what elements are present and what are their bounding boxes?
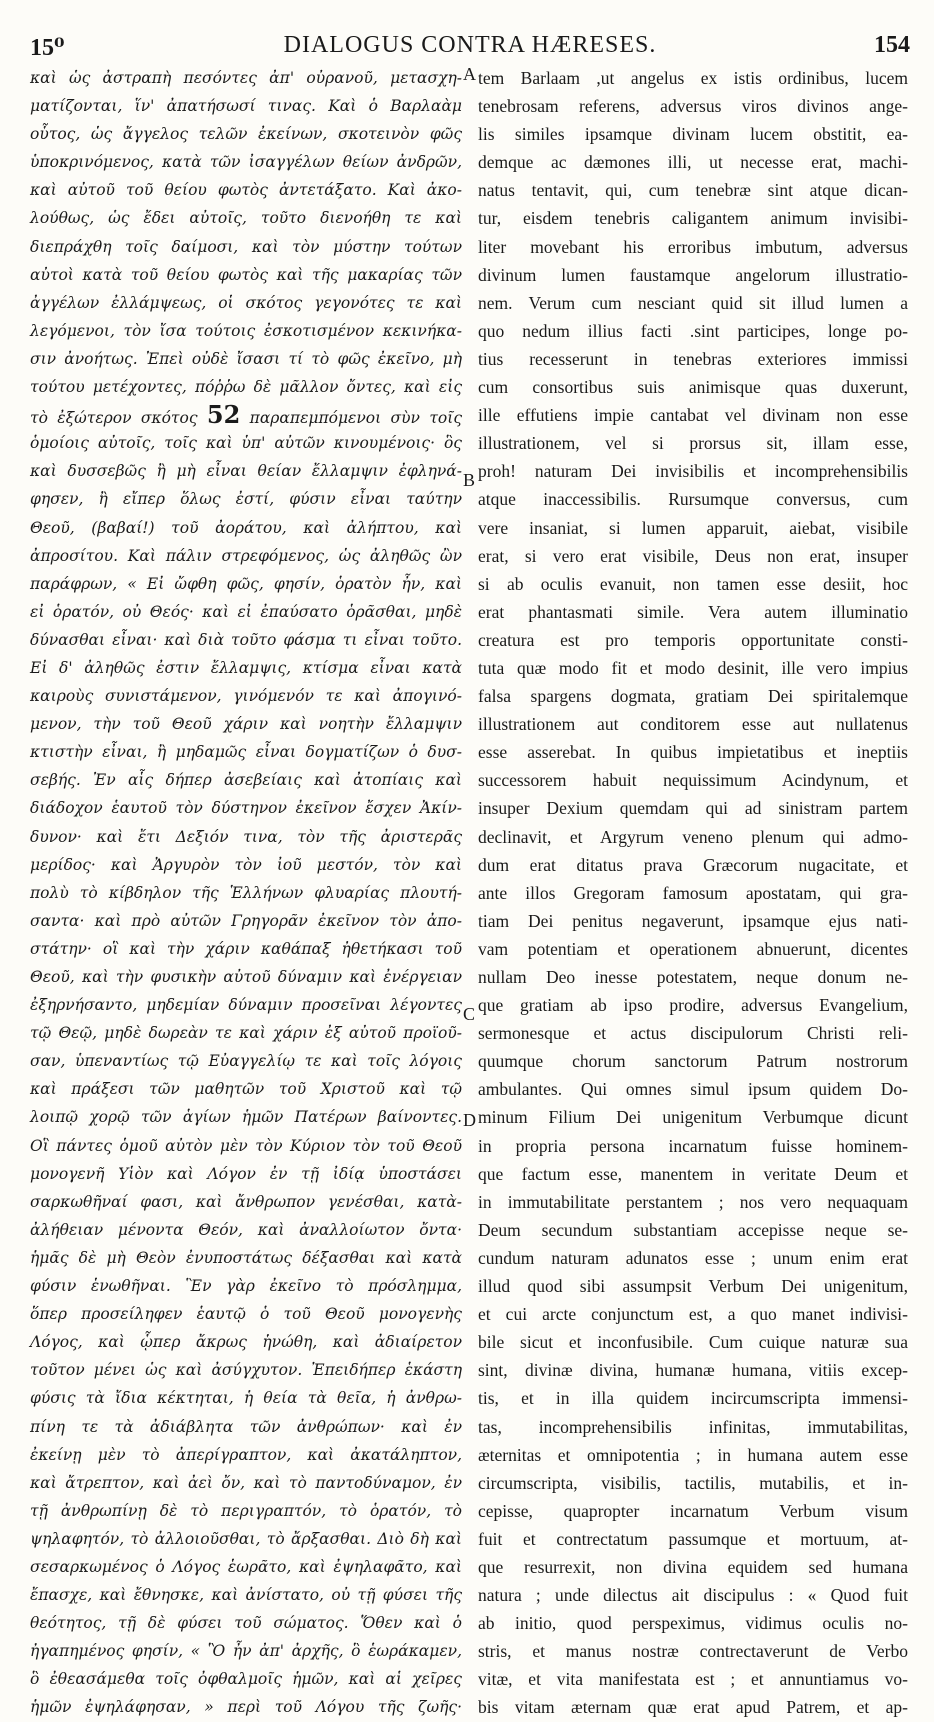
latin-line: minum Filium Dei unigenitum Verbumque dicunt xyxy=(478,1107,908,1128)
latin-line: ab initio, quod perspeximus, vidimus oculis no- xyxy=(478,1613,908,1634)
greek-line: Εἰ δ' ἀληθῶς ἐστιν ἔλλαμψις, κτίσμα εἶναι κατὰ xyxy=(30,658,462,677)
latin-line: erat phantasmati simile. Vera autem illuminatio xyxy=(478,601,908,622)
greek-line: τῷ Θεῷ, μηδὲ δωρεὰν τε καὶ χάριν ἐξ αὐτοῦ προϊοῦ- xyxy=(30,1024,462,1043)
greek-line: φύσιν ἑνωθῆναι. Ἓν γὰρ ἐκεῖνο τὸ πρόσλημμα, xyxy=(30,1277,462,1296)
greek-column xyxy=(30,64,462,1717)
page-number-right: 154 xyxy=(874,32,910,58)
latin-line: lis similes ipsamque divinam lucem obstitit, ea- xyxy=(478,124,908,145)
greek-line: φησεν, ἢ εἴπερ ὅλως ἐστί, φύσιν εἶναι ταύτην xyxy=(30,490,462,509)
latin-line: creatura est pro temporis opportunitate consti- xyxy=(478,629,908,650)
greek-line: Λόγος, καὶ ᾧπερ ἄκρως ἡνώθη, καὶ ἀδιαίρετον xyxy=(30,1333,462,1352)
greek-line: τῇ ἀνθρωπίνῃ δὲ τὸ περιγραπτόν, τὸ ὁρατόν, τὸ xyxy=(30,1501,462,1520)
greek-line: Θεοῦ, καὶ τὴν φυσικὴν αὐτοῦ δύναμιν καὶ ἐνέργειαν xyxy=(30,968,462,986)
section-marker-a: A xyxy=(463,64,476,84)
greek-line: σαρκωθῆναί φασι, καὶ ἄνθρωπον γενέσθαι, κατὰ- xyxy=(30,1192,462,1211)
latin-line: dum erat ditatus prava Græcorum nugacitate, et xyxy=(478,854,908,875)
greek-line: ματίζονται, ἵν' ἀπατήσωσί τινας. Καὶ ὁ Βαρλαὰμ xyxy=(30,97,462,116)
greek-line: δυνον· καὶ ἔτι Δεξιόν τινα, τὸν τῆς ἀριστερᾶς xyxy=(30,827,462,846)
greek-line: αὐτοὶ κατὰ τοῦ θείου φωτὸς καὶ τῆς μακαρίας τῶν xyxy=(30,265,462,284)
latin-line: atque inaccessibilis. Rursumque conversus, cum xyxy=(478,489,908,510)
greek-line: οὗτος, ὡς ἄγγελος τελῶν ἐκείνων, σκοτεινὸν φῶς xyxy=(30,125,462,144)
latin-line: successorem habuit nequissimum Acindynum, et xyxy=(478,770,908,791)
latin-line: illustrationem, vel si prorsus sit, illam esse, xyxy=(478,433,908,454)
latin-line: æternitas et omnipotentia ; in humana autem esse xyxy=(478,1444,908,1465)
greek-line: λεγόμενοι, τὸν ἴσα τούτοις ἐσκοτισμένον κεκινήκα- xyxy=(30,321,462,340)
latin-line: ille effutiens impie cantabat vel divinam non esse xyxy=(478,405,908,426)
greek-line: ὃ ἐθεασάμεθα τοῖς ὀφθαλμοῖς ἡμῶν, καὶ αἱ χεῖρες xyxy=(30,1670,462,1689)
latin-line: tem Barlaam ,ut angelus ex istis ordinibus, lucem xyxy=(478,68,908,88)
greek-line: μενον, τὴν τοῦ Θεοῦ χάριν καὶ νοητὴν ἔλλαμψιν xyxy=(30,715,462,734)
latin-line: tenebrosam referens, adversus viros divinos ange- xyxy=(478,96,908,117)
latin-line: que gratiam ab ipso prodire, adversus Evangelium, xyxy=(478,995,908,1016)
greek-line: καὶ αὐτοῦ τοῦ θείου φωτὸς ἀντετάξατο. Καὶ ἀκο- xyxy=(30,181,462,200)
latin-line: que resurrexit, non divina equidem sed humana xyxy=(478,1556,908,1577)
greek-line: καὶ ὡς ἀστραπὴ πεσόντες ἀπ' οὐρανοῦ, μετασχη- xyxy=(30,69,462,87)
greek-line: τούτου μετέχοντες, πόῤῥω δὲ μᾶλλον ὄντες, καὶ εἰς xyxy=(30,378,462,397)
latin-line: tiam Dei penitus negaverunt, ipsamque ejus nati- xyxy=(478,910,908,931)
greek-line: σαν, ὑπεναντίως τῷ Εὐαγγελίῳ τε καὶ τοῖς λόγοις xyxy=(30,1052,462,1071)
greek-line: λούθως, ὡς ἔδει αὐτοῖς, τοῦτο διενοήθη τε καὶ xyxy=(30,209,462,228)
greek-line: διεπράχθη τοῖς δαίμοσι, καὶ τὸν μύστην τούτων xyxy=(30,237,462,256)
latin-line: falsa spargens dogmata, gratiam Dei spiritalemque xyxy=(478,686,908,707)
section-marker-b: B xyxy=(463,470,476,490)
latin-line: circumscripta, visibilis, tactilis, mutabilis, et in- xyxy=(478,1472,908,1493)
latin-line: que factum esse, manentem in veritate Deum et xyxy=(478,1163,908,1184)
greek-line: ἐξηρνήσαντο, μηδεμίαν δύναμιν προσεῖναι λέγοντες xyxy=(30,996,462,1015)
latin-line: sint, divinæ divina, humanæ humana, vitiis excep- xyxy=(478,1360,908,1381)
greek-line: καὶ δυσσεβῶς ἢ μὴ εἶναι θείαν ἔλλαμψιν ἐφληνά- xyxy=(30,462,462,481)
greek-line: πίνη τε τὰ ἀδιάβλητα τῶν ἀνθρώπων· καὶ ἐν xyxy=(30,1417,462,1436)
latin-line: proh! naturam Dei invisibilis et incomprehensibilis xyxy=(478,461,908,482)
greek-line: ἡμῶν ἐψηλάφησαν, » περὶ τοῦ Λόγου τῆς ζωῆς· xyxy=(30,1698,462,1717)
latin-line: quumque chorum sanctorum Patrum nostrorum xyxy=(478,1051,908,1072)
greek-line: θεότητος, τῇ δὲ φύσει τοῦ σώματος. Ὅθεν καὶ ὁ xyxy=(30,1614,462,1633)
latin-line: tuta quæ modo fit et modo desinit, ille vero impius xyxy=(478,657,908,678)
page-number-left: 15⁰ xyxy=(30,35,65,61)
greek-line: σεσαρκωμένος ὁ Λόγος ἑωρᾶτο, καὶ ἐψηλαφᾶτο, καὶ xyxy=(30,1557,462,1576)
greek-line: ψηλαφητόν, τὸ ἀλλοιοῦσθαι, τὸ ἄρξασθαι. Διὸ δὴ καὶ xyxy=(30,1529,462,1548)
section-marker-d: D xyxy=(463,1110,476,1130)
greek-line: ἡμᾶς δὲ μὴ Θεὸν ἐνυποστάτως δέξασθαι καὶ κατὰ xyxy=(30,1248,462,1267)
greek-line: δύνασθαι εἶναι· καὶ διὰ τοῦτο φάσμα τι εἶναι τοῦτο. xyxy=(30,630,462,649)
greek-line: καιροὺς συνιστάμενον, γινόμενόν τε καὶ ἀπογινό- xyxy=(30,687,462,706)
latin-line: fuit et contrectatum passumque et mortuum, at- xyxy=(478,1528,908,1549)
greek-line: λοιπῷ χορῷ τῶν ἁγίων ἡμῶν Πατέρων βαίνοντες. xyxy=(30,1108,462,1127)
latin-line: vitæ, et vita manifestata est ; et annuntiamus vo- xyxy=(478,1669,908,1690)
section-marker-c: C xyxy=(463,1004,476,1024)
latin-line: vam potentiam et operationem abnuerunt, dicentes xyxy=(478,938,908,959)
greek-line: σιν ἀνοήτως. Ἐπεὶ οὐδὲ ἴσασι τί τὸ φῶς ἐκεῖνο, μὴ xyxy=(30,349,462,368)
greek-line: παράφρων, « Εἰ ὤφθη φῶς, φησίν, ὁρατὸν ἦν, καὶ xyxy=(30,574,462,593)
latin-line: et cui arcte conjunctum est, a quo manet indivisi- xyxy=(478,1304,908,1325)
greek-line: φύσις τὰ ἴδια κέκτηται, ἡ θεία τὰ θεῖα, ἡ ἀνθρω- xyxy=(30,1389,462,1408)
greek-line: ὁμοίοις αὐτοῖς, τοῖς καὶ ὑπ' αὐτῶν κινουμένοις· ὃς xyxy=(30,434,462,453)
page-header xyxy=(30,32,910,68)
greek-line xyxy=(30,401,462,429)
greek-line: ὅπερ προσείληφεν ἑαυτῷ ὁ τοῦ Θεοῦ μονογενὴς xyxy=(30,1305,462,1324)
greek-line: στάτην· οἳ καὶ τὴν χάριν καθάπαξ ἠθετήκασι τοῦ xyxy=(30,939,462,958)
greek-line: ὑποκρινόμενος, κατὰ τῶν ἰσαγγέλων θείων ἀνδρῶν, xyxy=(30,153,462,172)
greek-line: ἀγγέλων ἐλλάμψεως, οἱ σκότος γεγονότες τε καὶ xyxy=(30,293,462,312)
greek-line: ἔπασχε, καὶ ἔθνησκε, καὶ ἀνίστατο, οὐ τῇ φύσει τῆς xyxy=(30,1586,462,1605)
greek-line: ἐκείνῃ μὲν τὸ ἀπερίγραπτον, καὶ ἀκατάληπτον, xyxy=(30,1445,462,1464)
latin-line: tur, eisdem tenebris caligantem animum invisibi- xyxy=(478,208,908,229)
latin-line: in propria persona incarnatum fuisse hominem- xyxy=(478,1135,908,1156)
greek-line: ἠγαπημένος φησίν, « Ὃ ἦν ἀπ' ἀρχῆς, ὃ ἑωράκαμεν, xyxy=(30,1642,462,1661)
latin-line: demque ac dæmones illi, ut necesse erat, machi- xyxy=(478,152,908,173)
latin-line: bis vitam æternam quæ erat apud Patrem, et ap- xyxy=(478,1697,908,1718)
greek-line: πολὺ τὸ κίβδηλον τῆς Ἑλλήνων φλυαρίας πλουτή- xyxy=(30,883,462,902)
greek-line: μονογενῆ Υἱὸν καὶ Λόγον ἐν τῇ ἰδίᾳ ὑποστάσει xyxy=(30,1164,462,1183)
latin-line: esse asserebat. In quibus impietatibus et ineptiis xyxy=(478,742,908,763)
greek-line: μερίδος· καὶ Ἀργυρὸν τὸν ἰοῦ μεστόν, τὸν καὶ xyxy=(30,855,462,874)
latin-line: cepisse, quapropter incarnatum Verbum visum xyxy=(478,1500,908,1521)
latin-line: ante illos Gregoram famosum apostatam, qui gra- xyxy=(478,882,908,903)
latin-line: ambulantes. Qui omnes simul ipsum quidem Do- xyxy=(478,1079,908,1100)
latin-line: cum consortibus suis animisque quas duxerunt, xyxy=(478,377,908,398)
latin-column xyxy=(478,64,908,1718)
latin-line: si ab oculis evanuit, non tamen esse desiit, hoc xyxy=(478,573,908,594)
latin-line: liter movebant his erroribus imbutum, adversus xyxy=(478,236,908,257)
greek-line: καὶ ἄτρεπτον, καὶ ἀεὶ ὄν, καὶ τὸ παντοδύναμον, ἐν xyxy=(30,1473,462,1492)
greek-line-text: τὸ ἐξώτερον σκότος xyxy=(30,409,198,428)
greek-line: διάδοχον ἑαυτοῦ τὸν δύστηνον ἐκεῖνον ἔσχεν Ἀκίν- xyxy=(30,799,462,818)
latin-line: illustrationem aut conditorem esse aut nullatenus xyxy=(478,714,908,735)
running-title: DIALOGUS CONTRA HÆRESES. xyxy=(283,32,657,58)
latin-line: tis, et in illa quidem incircumscripta immensi- xyxy=(478,1388,908,1409)
greek-line-continuation: παραπεμπόμενοι σὺν τοῖς xyxy=(249,409,462,428)
greek-line: Θεοῦ, (βαβαί!) τοῦ ἀοράτου, καὶ ἀλήπτου, καὶ xyxy=(30,518,462,537)
latin-line: bile sicut et inconfusibile. Cum cuique naturæ sua xyxy=(478,1332,908,1353)
latin-line: insuper Dexium quemdam qui ad sinistram partem xyxy=(478,798,908,819)
column-number: 52 xyxy=(206,400,241,430)
greek-line: σεβής. Ἐν αἷς δήπερ ἀσεβείαις καὶ ἀτοπίαις καὶ xyxy=(30,771,462,790)
greek-line: Οἳ πάντες ὁμοῦ αὐτὸν μὲν τὸν Κύριον τὸν τοῦ Θεοῦ xyxy=(30,1136,462,1155)
greek-line: ἀπροσίτου. Καὶ πάλιν στρεφόμενος, ὡς ἀληθῶς ὢν xyxy=(30,546,462,565)
greek-line: ἀλήθειαν μένοντα Θεόν, καὶ ἀναλλοίωτον ὄντα· xyxy=(30,1220,462,1239)
latin-line: natus tentavit, qui, cum tenebræ sint atque dican- xyxy=(478,180,908,201)
latin-line: nullam Deo inesse potestatem, neque donum ne- xyxy=(478,967,908,987)
greek-line: σαντα· καὶ πρὸ αὐτῶν Γρηγορᾶν ἐκεῖνον τὸν ἀπο- xyxy=(30,911,462,930)
greek-line: κτιστὴν εἶναι, ἢ μηδαμῶς εἶναι δογματίζων ὁ δυσ- xyxy=(30,743,462,762)
latin-line: nem. Verum cum nesciant quid sit illud lumen a xyxy=(478,292,908,313)
greek-line: εἰ ὁρατόν, οὐ Θεός· καὶ εἰ ἐπαύσατο ὁρᾶσθαι, μηδὲ xyxy=(30,602,462,621)
latin-line: illud quod sibi assumpsit Verbum Dei unigenitum, xyxy=(478,1276,908,1297)
latin-line: natura ; unde dilectus ait discipulus : « Quod fuit xyxy=(478,1585,908,1606)
latin-line: in immutabilitate perstantem ; nos vero nequaquam xyxy=(478,1191,908,1212)
latin-line: tas, incomprehensibilis infinitas, immutabilitas, xyxy=(478,1416,908,1437)
latin-line: quo nedum illius facti .sint participes, longe po- xyxy=(478,320,908,341)
greek-line: τοῦτον μένει ὡς καὶ ἀσύγχυτον. Ἐπειδήπερ ἑκάστη xyxy=(30,1361,462,1380)
latin-line: Deum secundum substantiam accepisse neque se- xyxy=(478,1219,908,1240)
latin-line: erat, si vero erat visibile, Deus non erat, insuper xyxy=(478,545,908,566)
latin-line: sermonesque et actus discipulorum Christi reli- xyxy=(478,1023,908,1044)
latin-line: cundum naturam adunatos esse ; unum enim erat xyxy=(478,1247,908,1268)
latin-line: divinum lumen faustamque angelorum illustratio- xyxy=(478,264,908,285)
latin-line: vere insaniat, si lumen apparuit, aiebat, visibile xyxy=(478,517,908,538)
latin-line: stris, et manus nostræ contrectaverunt de Verbo xyxy=(478,1641,908,1662)
greek-line: καὶ πράξεσι τῶν μαθητῶν τοῦ Χριστοῦ καὶ τῷ xyxy=(30,1080,462,1099)
latin-line: declinavit, et Argyrum veneno plenum qui admo- xyxy=(478,826,908,847)
latin-line: tius recesserunt in tenebras exteriores immissi xyxy=(478,348,908,369)
